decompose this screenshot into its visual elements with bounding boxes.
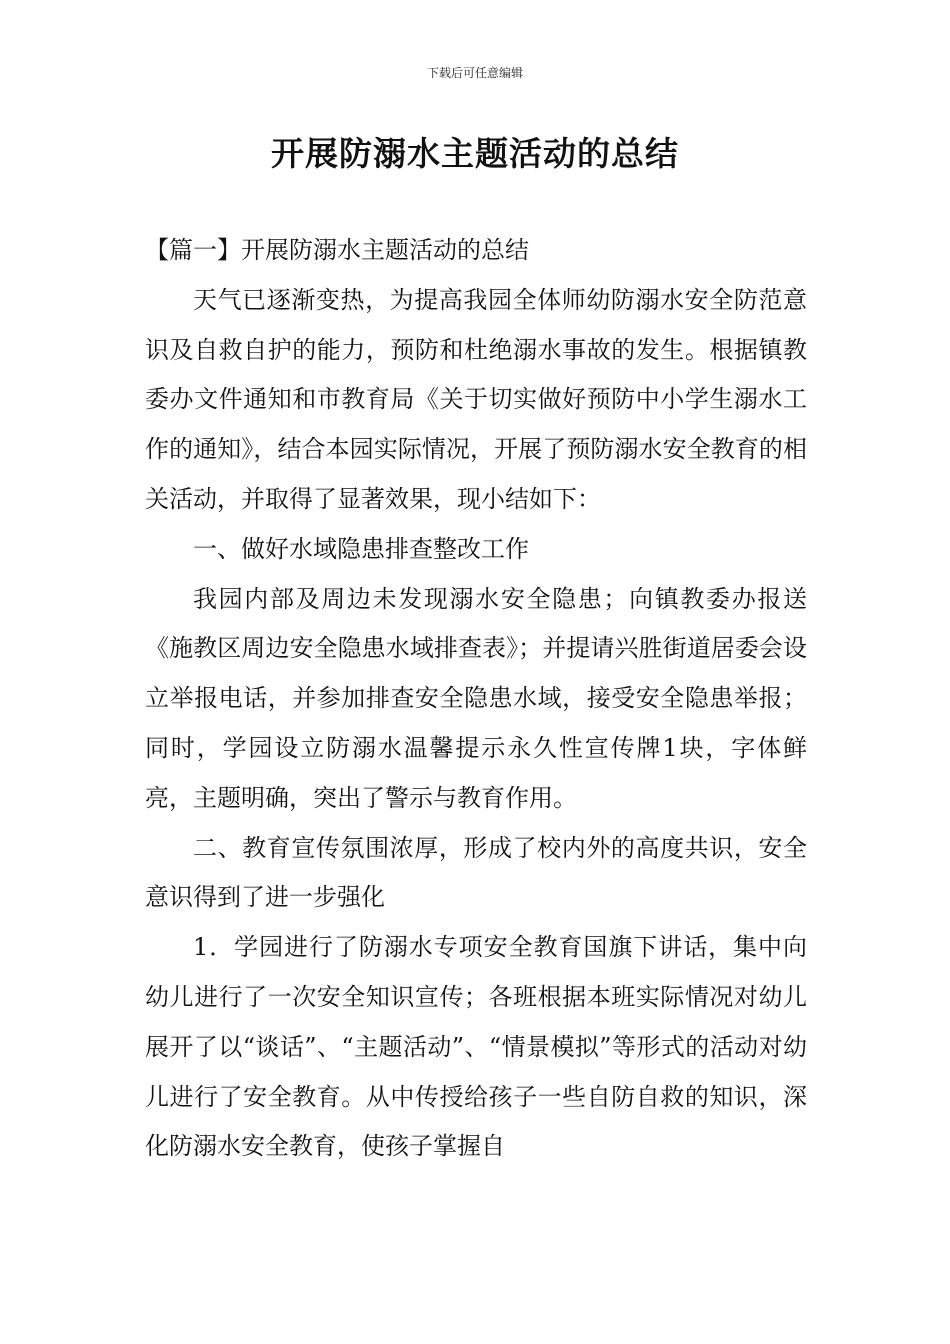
section-heading: 【篇一】开展防溺水主题活动的总结 bbox=[145, 236, 529, 264]
header-note: 下载后可任意编辑 bbox=[426, 66, 523, 80]
paragraph-intro: 天气已逐渐变热，为提高我园全体师幼防溺水安全防范意识及自救自护的能力，预防和杜绝溺水事故的发生。根据镇教委办文件通知和市教育局《关于切实做好预防中小学生溺水工作的通知》，结合本园实际情况，开展了预防溺水安全教育的相关活动，并取得了显著效果，现小结如下： bbox=[145, 285, 807, 513]
paragraph-one: 我园内部及周边未发现溺水安全隐患；向镇教委办报送《施教区周边安全隐患水域排查表》；并提请兴胜街道居委会设立举报电话，并参加排查安全隐患水域，接受安全隐患举报；同时，学园设立防溺水温馨提示永久性宣传牌1块，字体鲜亮，主题明确，突出了警示与教育作用。 bbox=[145, 584, 807, 812]
subheading-two: 二、教育宣传氛围浓厚，形成了校内外的高度共识，安全意识得到了进一步强化 bbox=[145, 833, 807, 912]
paragraph-two: 1．学园进行了防溺水专项安全教育国旗下讲话，集中向幼儿进行了一次安全知识宣传；各班根据本班实际情况对幼儿展开了以“谈话”、“主题活动”、“情景模拟”等形式的活动对幼儿进行了安全教育。从中传授给孩子一些自防自救的知识，深化防溺水安全教育，使孩子掌握自 bbox=[145, 933, 807, 1161]
page-title: 开展防溺水主题活动的总结 bbox=[271, 134, 679, 173]
subheading-one: 一、做好水域隐患排查整改工作 bbox=[193, 534, 529, 563]
document-body bbox=[145, 226, 807, 1172]
